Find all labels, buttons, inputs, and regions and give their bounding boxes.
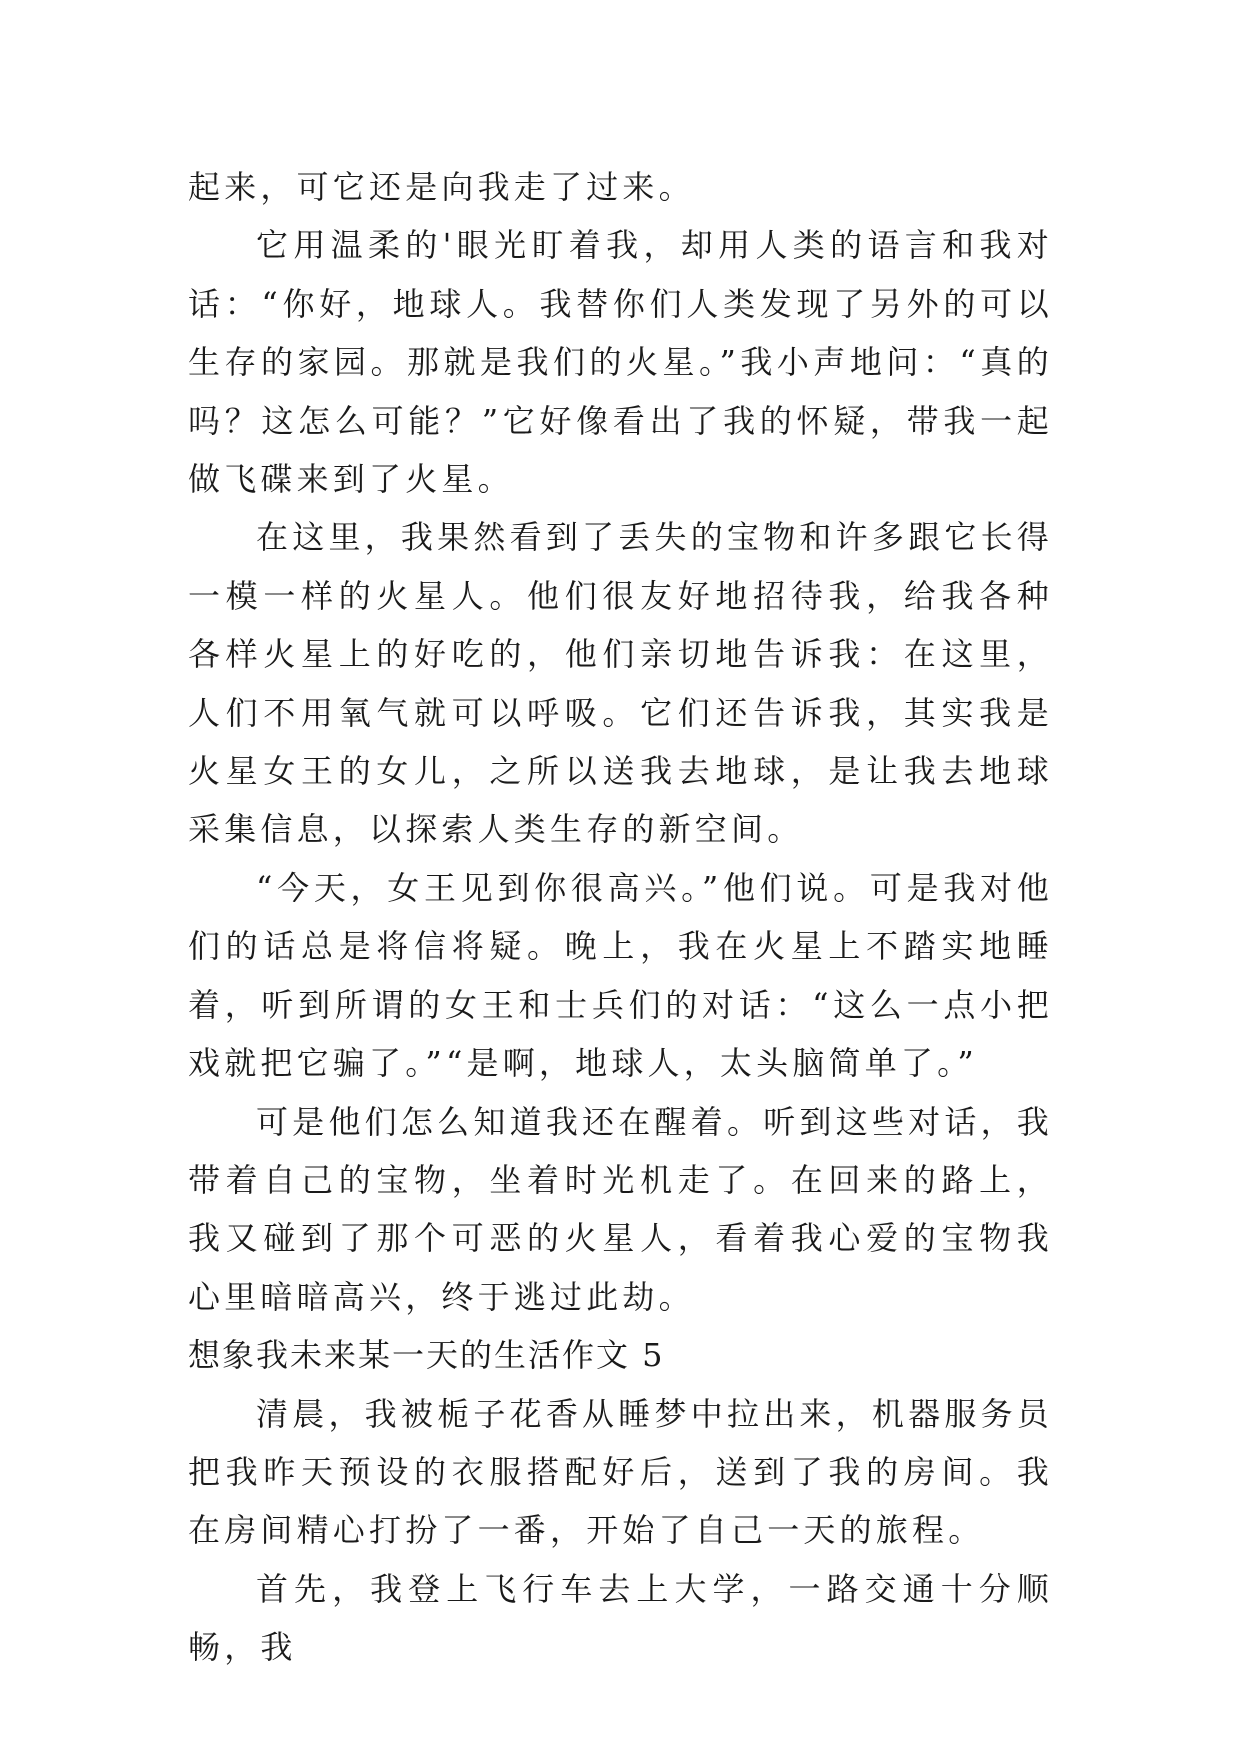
paragraph-queen: “今天，女王见到你很高兴。”他们说。可是我对他们的话总是将信将疑。晚上，我在火星上不踏实地睡着，听到所谓的女王和士兵们的对话：“这么一点小把戏就把它骗了。”“是啊，地球人，太头脑简单了。” <box>188 868 1053 1083</box>
paragraph-mars: 在这里，我果然看到了丢失的宝物和许多跟它长得一模一样的火星人。他们很友好地招待我，给我各种各样火星上的好吃的，他们亲切地告诉我：在这里，人们不用氧气就可以呼吸。它们还告诉我，其实我是火星女王的女儿，之所以送我去地球，是让我去地球采集信息，以探索人类生存的新空间。 <box>188 518 1053 849</box>
paragraph-dialogue: 它用温柔的'眼光盯着我，却用人类的语言和我对话：“你好，地球人。我替你们人类发现了另外的可以生存的家园。那就是我们的火星。”我小声地问：“真的吗？这怎么可能？”它好像看出了我的怀疑，带我一起做飞碟来到了火星。 <box>188 226 1053 499</box>
paragraph-escape: 可是他们怎么知道我还在醒着。听到这些对话，我带着自己的宝物，坐着时光机走了。在回来的路上，我又碰到了那个可恶的火星人，看着我心爱的宝物我心里暗暗高兴，终于逃过此劫。 <box>188 1102 1053 1316</box>
section-title: 想象我未来某一天的生活作文 5 <box>188 1336 665 1375</box>
paragraph-continuation: 起来，可它还是向我走了过来。 <box>188 168 695 206</box>
paragraph-morning: 清晨，我被栀子花香从睡梦中拉出来，机器服务员把我昨天预设的衣服搭配好后，送到了我的房间。我在房间精心打扮了一番，开始了自己一天的旅程。 <box>188 1394 1053 1550</box>
document-body <box>188 158 1053 1677</box>
paragraph-commute: 首先，我登上飞行车去上大学，一路交通十分顺畅，我 <box>188 1569 1053 1667</box>
